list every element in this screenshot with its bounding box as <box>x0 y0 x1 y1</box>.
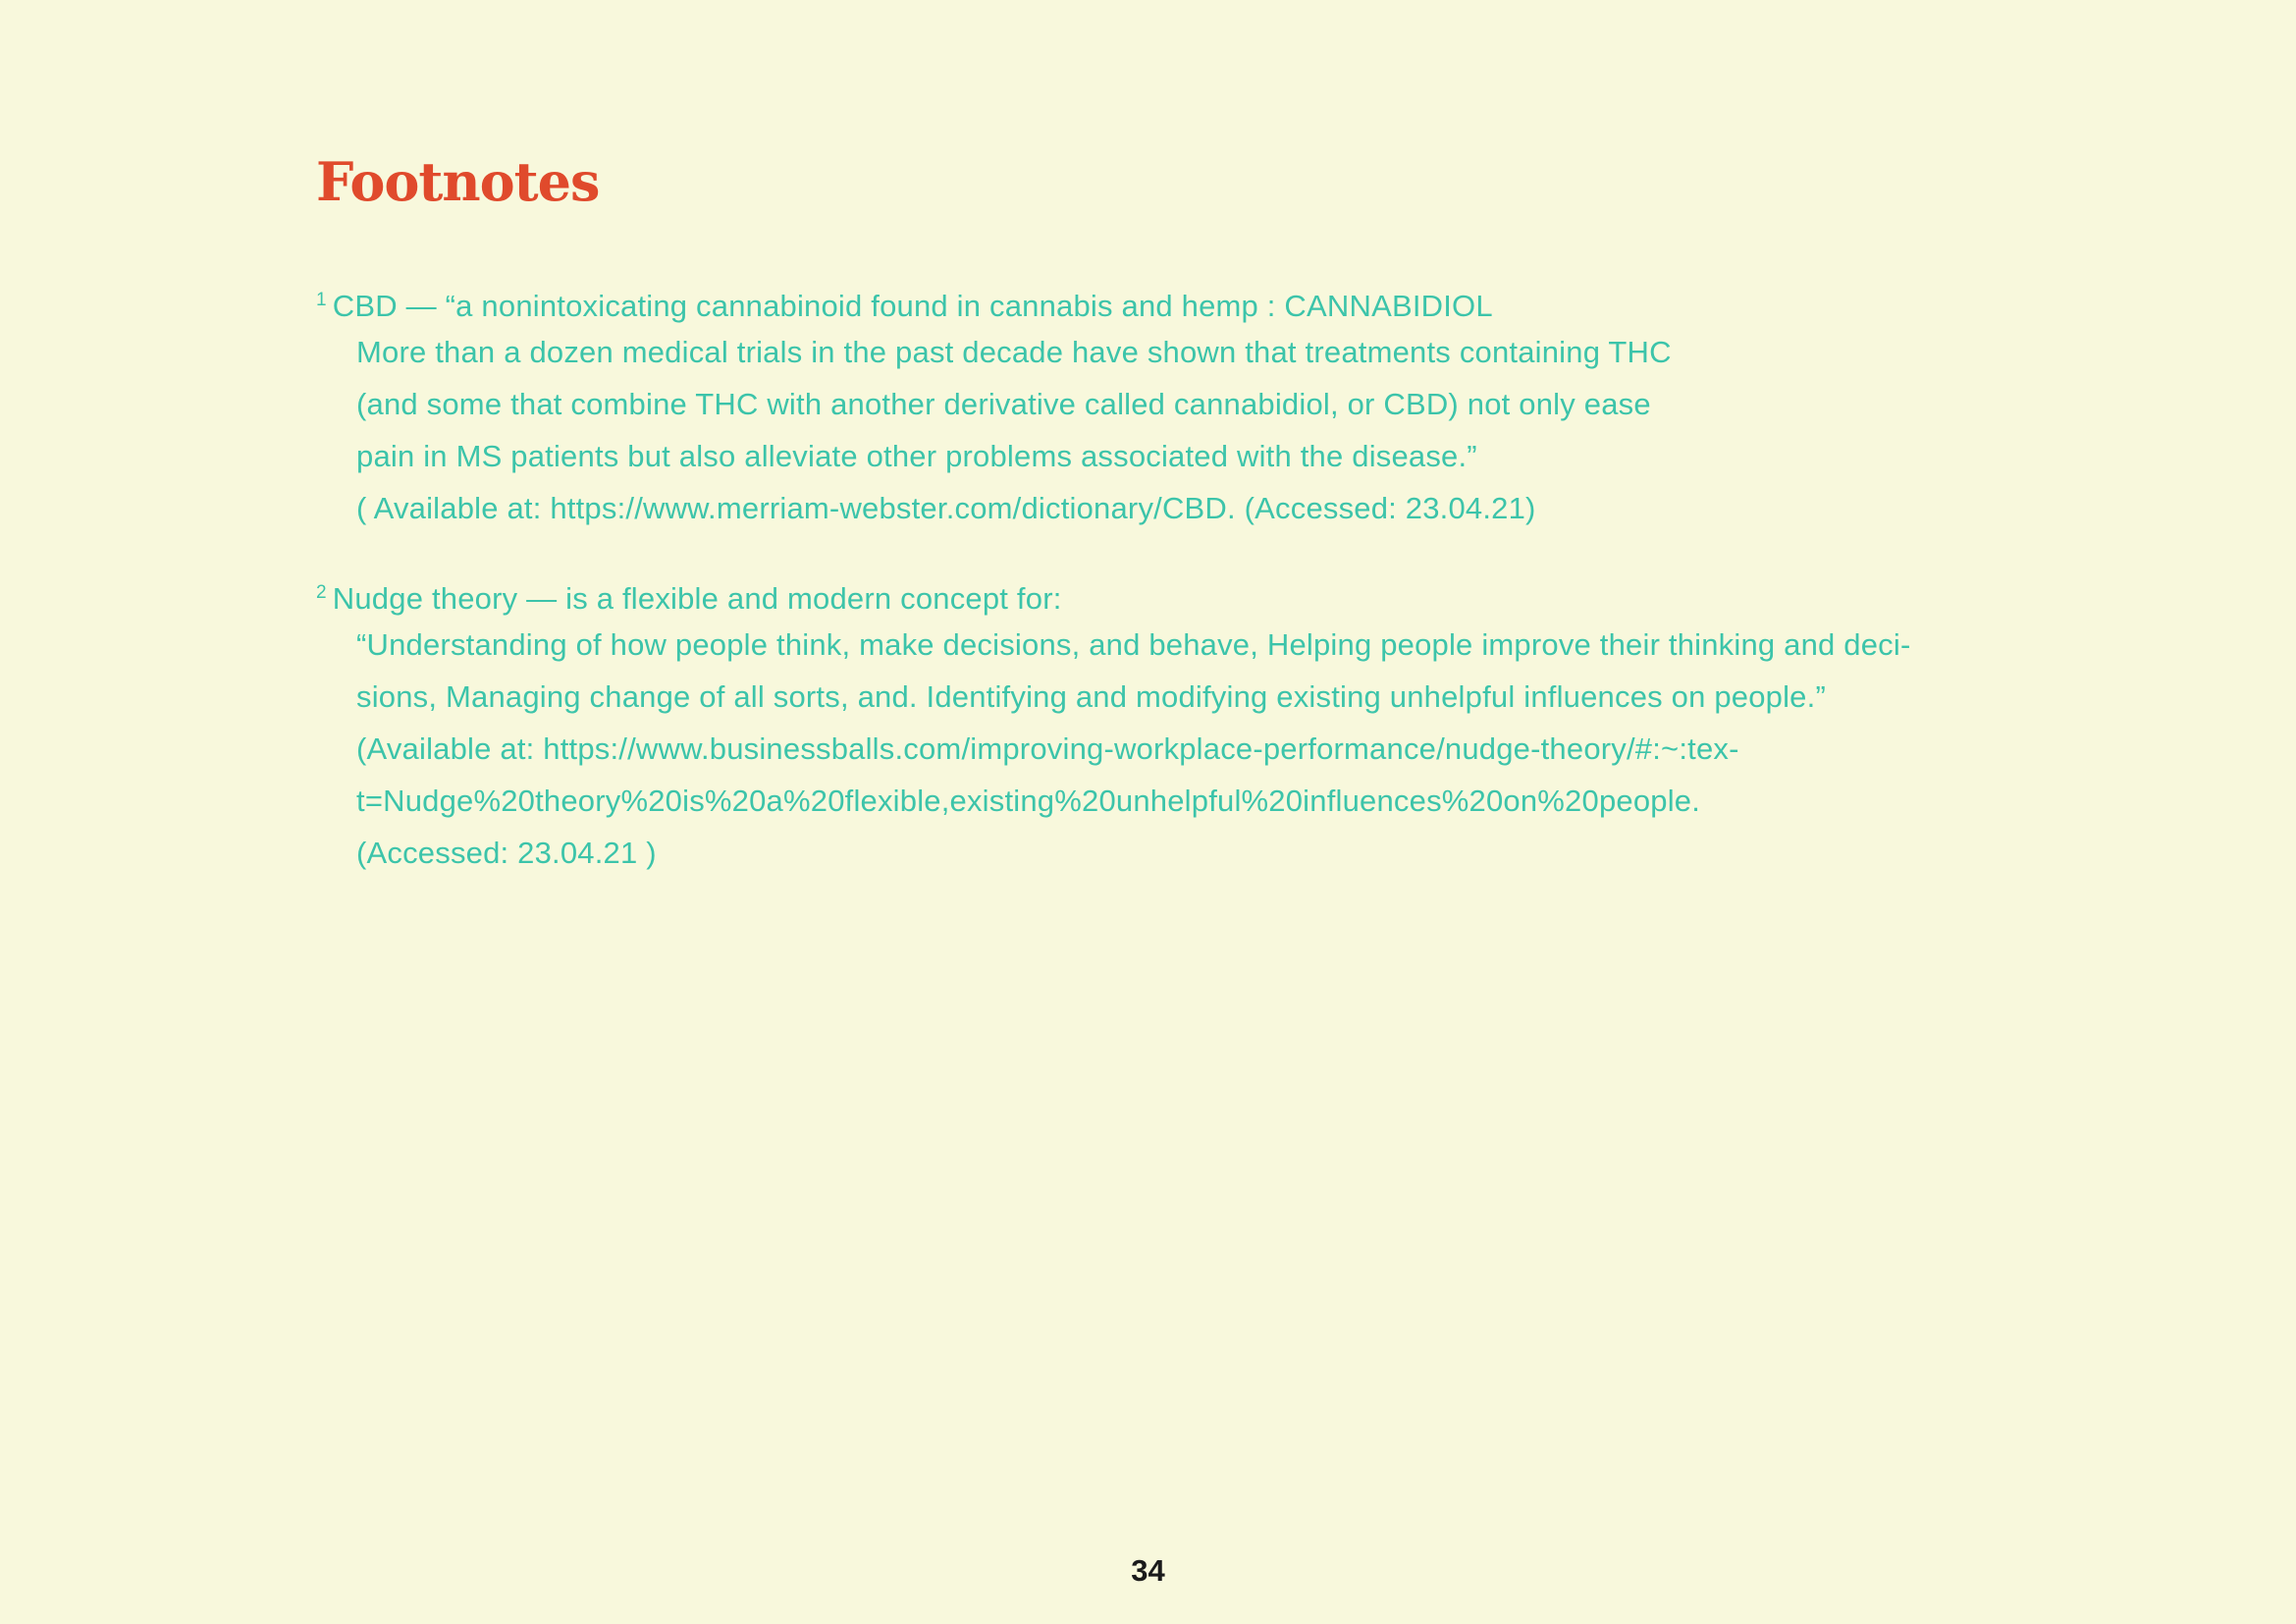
footnote-1-marker: 1 <box>316 290 327 310</box>
footnote-1-heading: CBD — “a nonintoxicating cannabinoid found in cannabis and hemp : CANNABIDIOL <box>332 289 1493 323</box>
footnote-2-marker: 2 <box>316 582 327 603</box>
footnote-2-line-4: (Available at: https://www.businessballs.com/improving-workplace-performance/nudge-theory/#:~:tex- <box>356 731 1739 766</box>
footnote-2-heading: Nudge theory — is a flexible and modern concept for: <box>332 581 1062 616</box>
footnote-1 <box>316 279 2044 539</box>
page-title: Footnotes <box>316 150 600 213</box>
footnote-1-line-3: (and some that combine THC with another derivative called cannabidiol, or CBD) not only ease <box>356 387 1651 421</box>
footnote-2 <box>316 571 2044 884</box>
footnote-1-line-4: pain in MS patients but also alleviate other problems associated with the disease.” <box>356 439 1477 473</box>
footnote-2-line-5: t=Nudge%20theory%20is%20a%20flexible,existing%20unhelpful%20influences%20on%20people. <box>356 784 1701 818</box>
footnote-2-line-6: (Accessed: 23.04.21 ) <box>356 836 657 870</box>
page-number: 34 <box>1131 1553 1165 1588</box>
footnote-2-line-1 <box>316 571 2044 623</box>
footnote-1-line-1 <box>316 279 2044 331</box>
footnote-2-line-3: sions, Managing change of all sorts, and. Identifying and modifying existing unhelpful influences on people.” <box>356 679 1826 714</box>
footnote-2-line-2: “Understanding of how people think, make decisions, and behave, Helping people improve their thinking and deci- <box>356 627 1911 662</box>
footnote-1-line-2: More than a dozen medical trials in the past decade have shown that treatments containing THC <box>356 335 1672 369</box>
footnote-1-line-5: ( Available at: https://www.merriam-webster.com/dictionary/CBD. (Accessed: 23.04.21) <box>356 491 1536 525</box>
